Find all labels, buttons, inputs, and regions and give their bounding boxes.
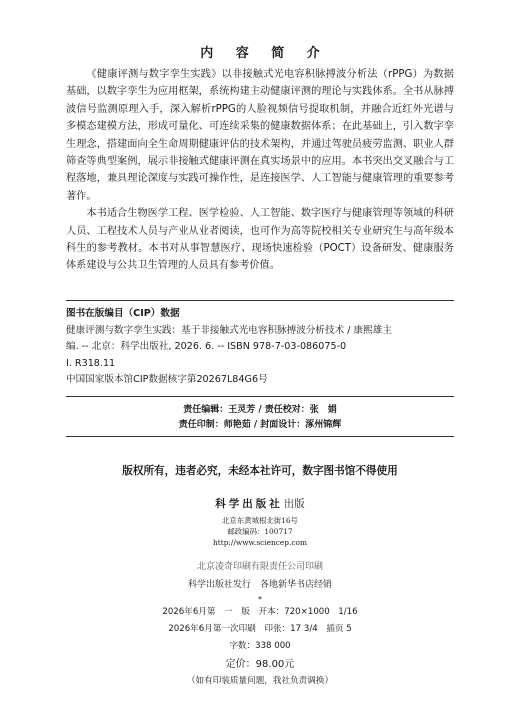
page-title: 内 容 简 介 (200, 46, 329, 61)
quality-note: （如有印装质量问题，我社负责调换） (186, 675, 334, 686)
printing-info (0, 558, 520, 606)
copyright-notice: 版权所有，违者必究，未经本社许可，数字图书馆不得使用 (122, 465, 398, 477)
editor-credit-line: 责任印制：师艳茹 / 封面设计：涿州锦辉 (178, 420, 342, 430)
publisher-suffix: 出版 (283, 498, 305, 510)
postal-code: 邮政编码：100717 (227, 527, 293, 537)
editor-credit-line: 责任编辑：王灵芳 / 责任校对：张 娟 (183, 405, 337, 415)
word-count: 字数：338 000 (229, 641, 291, 652)
divider (66, 436, 454, 437)
cip-line: Ⅰ. R318.11 (66, 357, 116, 369)
separator-mark: * (258, 595, 262, 604)
publisher-address-block (0, 515, 520, 549)
publisher-address: 北京东黄城根北街16号 (222, 516, 298, 525)
publisher-logo-name: 科学出版社 (215, 498, 283, 510)
summary-paragraph: 本书适合生物医学工程、医学检验、人工智能、数字医疗与健康管理等领域的科研人员、工程技术人员与产业从业者阅读，也可作为高等院校相关专业研究生与高年级本科生的参考教材。本书对从事智慧医疗、现场快速检验（POCT）设备研发、健康服务体系建设与公共卫生管理的人员具有参考价值。 (66, 208, 454, 272)
impression-line: 2026年6月第一次印刷 印张：17 3/4 插页 5 (168, 624, 352, 635)
cip-data-block (66, 306, 454, 388)
summary-paragraph: 《健康评测与数字孪生实践》以非接触式光电容积脉搏波分析法（rPPG）为数据基础，以数字孪生为应用框架，系统构建主动健康评测的理论与实践体系。全书从脉搏波信号监测原理入手，深入解析rPPG的人脸视频信号提取机制，并融合近红外光谱与多模态建模方法，形成可量化、可连续采集的健康数据体系；在此基础上，引入数字孪生理念，搭建面向全生命周期健康评估的技术架构，并通过驾驶员疲劳监测、职业人群筛查等典型案例，展示非接触式健康评测在真实场景中的应用。本书突出交叉融合与工程落地，兼具理论深度与实践可操作性，是连接医学、人工智能与健康管理的重要参考著作。 (66, 69, 454, 202)
book-specs (0, 604, 520, 690)
edition-line: 2026年6月第 一 版 开本：720×1000 1/16 (162, 607, 358, 617)
book-summary (66, 66, 454, 275)
publisher-url: http://www.sciencep.com (213, 538, 307, 548)
cip-line: 编. -- 北京：科学出版社, 2026. 6. -- ISBN 978-7-03-086075-0 (66, 341, 347, 353)
cip-line: 健康评测与数字孪生实践：基于非接触式光电容积脉搏波分析技术 / 康熙雄主 (66, 325, 392, 337)
publisher-line (0, 496, 520, 511)
printer-name: 北京凌奇印刷有限责任公司印刷 (196, 562, 323, 572)
distribution-info: 科学出版社发行 各地新华书店经销 (187, 580, 332, 590)
editorial-credits (66, 403, 454, 433)
cip-heading: 图书在版编目（CIP）数据 (66, 308, 180, 319)
price: 定价：98.00元 (225, 658, 295, 670)
cip-line: 中国国家版本馆CIP数据核字第20267L84G6号 (66, 373, 268, 385)
divider (66, 300, 454, 301)
divider (66, 396, 454, 397)
